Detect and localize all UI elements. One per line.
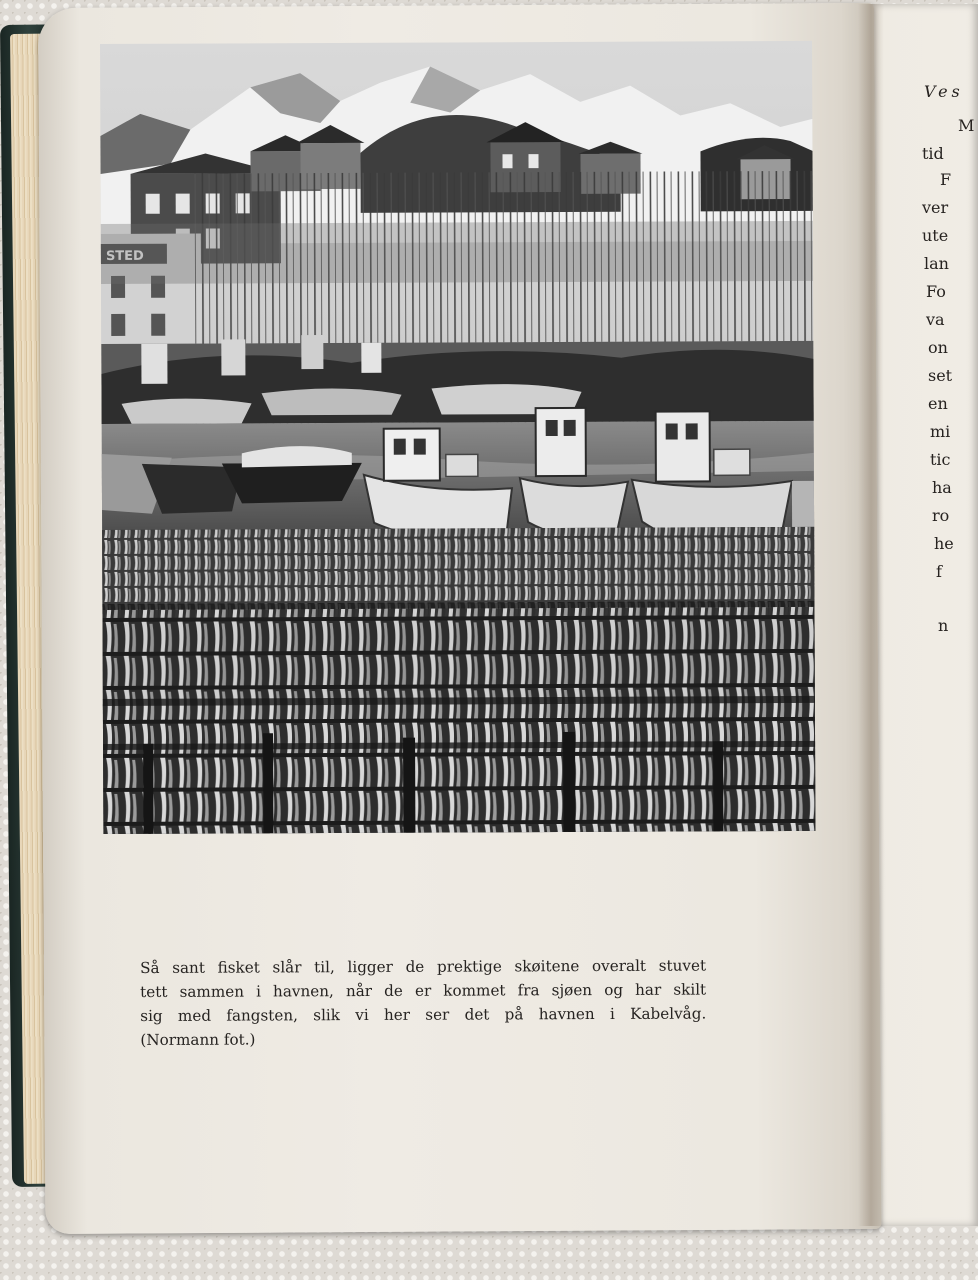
right-page-fragment: mi [930, 422, 951, 441]
right-page-fragment: F [940, 170, 952, 189]
photo-caption [140, 954, 706, 1052]
right-page-fragment: va [926, 310, 945, 329]
right-page-fragment: ute [922, 226, 949, 245]
caption-line: Så sant fisket slår til, ligger de prektige skøitene overalt stuvet [140, 956, 707, 977]
harbour-photo-drawing [100, 41, 815, 834]
right-page-fragment: tid [922, 144, 944, 163]
right-page-fragment: he [934, 534, 954, 553]
right-page-fragment: ha [932, 478, 952, 497]
right-page-fragment: M [958, 116, 975, 135]
right-page-header: Ves [924, 82, 964, 101]
book-gutter-shadow [858, 4, 884, 1226]
right-page-fragment: Fo [926, 282, 946, 301]
caption-line: tett sammen i havnen, når de er kommet fra sjøen og har skilt [140, 980, 707, 1001]
building-sign-text: STED [105, 248, 144, 264]
right-page-fragment: en [928, 394, 948, 413]
caption-line: sig med fangsten, slik vi her ser det på havnen i Kabelvåg. [140, 1004, 707, 1025]
right-page-fragment: n [938, 616, 949, 635]
right-page-fragment: set [928, 366, 953, 385]
right-page-fragment: f [936, 562, 942, 581]
right-page-fragment: lan [924, 254, 949, 273]
caption-credit: (Normann fot.) [140, 1030, 256, 1049]
right-page-fragment: on [928, 338, 948, 357]
right-page-fragment: ver [922, 198, 949, 217]
right-page-fragment: ro [932, 506, 950, 525]
right-page-fragment: tic [930, 450, 951, 469]
harbour-photograph [100, 41, 815, 834]
